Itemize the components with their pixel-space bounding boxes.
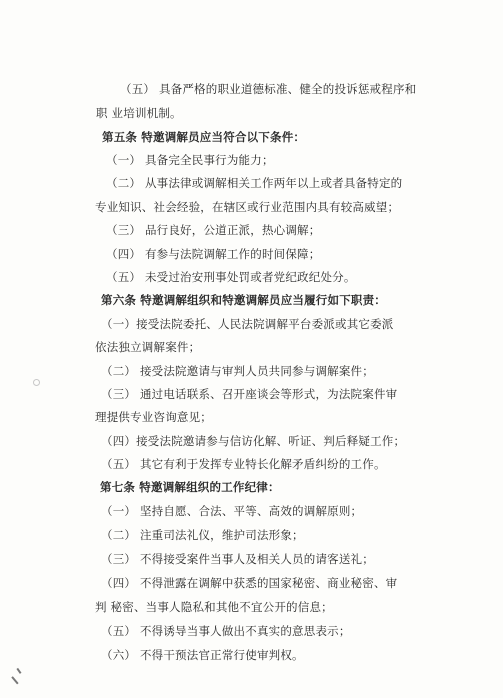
text-line: （三） 不得接受案件当事人及相关人员的请客送礼；	[101, 552, 374, 566]
text-line: （三） 通过电话联系、召开座谈会等形式，为法院案件审	[101, 387, 398, 401]
pen-mark	[11, 677, 18, 685]
text-line: （四）接受法院邀请参与信访化解、听证、判后释疑工作；	[101, 434, 406, 448]
text-line: 理提供专业咨询意见；	[95, 410, 212, 424]
text-line: （三） 品行良好，公道正派，热心调解；	[106, 223, 321, 237]
text-line: （一） 具备完全民事行为能力；	[106, 153, 274, 167]
text-line: （五） 具备严格的职业道德标准、健全的投诉惩戒程序和	[120, 82, 417, 96]
text-line: （五） 不得诱导当事人做出不真实的意思表示；	[101, 624, 351, 638]
article-heading: 第七条 特邀调解组织的工作纪律：	[100, 480, 280, 494]
text-line: 依法独立调解案件；	[95, 340, 201, 354]
pen-mark	[16, 668, 21, 674]
text-line: （四） 不得泄露在调解中获悉的国家秘密、商业秘密、审	[101, 576, 398, 590]
text-line: （五） 未受过治安刑事处罚或者党纪政纪处分。	[106, 270, 356, 284]
text-line: （四） 有参与法院调解工作的时间保障；	[106, 247, 321, 261]
text-line: （一） 坚持自愿、合法、平等、高效的调解原则；	[101, 504, 363, 518]
text-line: （二） 接受法院邀请与审判人员共同参与调解案件；	[101, 364, 374, 378]
text-line: （五） 其它有利于发挥专业特长化解矛盾纠纷的工作。	[101, 457, 386, 471]
punch-hole-mark	[33, 379, 40, 386]
text-line: （二） 从事法律或调解相关工作两年以上或者具备特定的	[106, 176, 403, 190]
text-line: （二） 注重司法礼仪，维护司法形象；	[101, 528, 304, 542]
text-line: （六） 不得干预法官正常行使审判权。	[101, 648, 304, 662]
text-line: （一）接受法院委托、人民法院调解平台委派或其它委派	[101, 317, 394, 331]
text-line: 判 秘密、当事人隐私和其他不宜公开的信息；	[95, 600, 333, 614]
text-line: 专业知识、社会经验，在辖区或行业范围内具有较高威望；	[95, 200, 400, 214]
article-heading: 第六条 特邀调解组织和特邀调解员应当履行如下职责：	[101, 293, 387, 307]
text-line: 职 业培训机制。	[96, 106, 182, 120]
article-heading: 第五条 特邀调解员应当符合以下条件：	[102, 130, 306, 144]
